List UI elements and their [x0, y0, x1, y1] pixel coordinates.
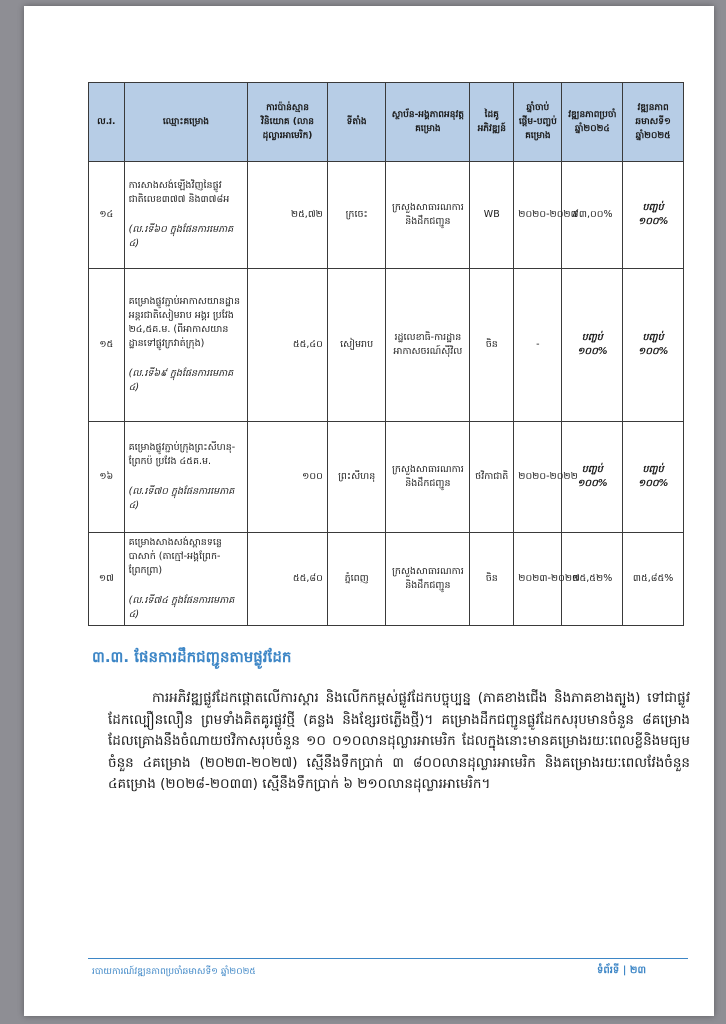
project-period: ២០២០-២០២២: [514, 422, 562, 533]
header-progress-2024: វឌ្ឍនភាពប្រចាំឆ្នាំ២០២៤: [562, 83, 623, 162]
project-name-cell: [124, 533, 248, 626]
implementing-agency: ក្រសួងសាធារណការ និងដឹកជញ្ជូន: [386, 422, 470, 533]
table-row: [89, 162, 684, 269]
project-name-cell: [124, 269, 248, 422]
investment-cost: ១០០: [248, 422, 328, 533]
header-location: ទីតាំង: [327, 83, 386, 162]
header-no: ល.រ.: [89, 83, 125, 162]
project-location: ក្រចេះ: [327, 162, 386, 269]
header-project-name: ឈ្មោះគម្រោង: [124, 83, 248, 162]
project-note: (ល.រទី៦០ ក្នុងផែនការមេភាគ ៤): [128, 224, 234, 249]
footer-divider: [88, 958, 688, 959]
row-number: ១៥: [89, 269, 125, 422]
development-partner: ចិន: [470, 269, 514, 422]
table-row: [89, 269, 684, 422]
section-heading: ៣.៣. ផែនការដឹកជញ្ជូនតាមផ្លូវដែក: [92, 648, 292, 666]
project-note: (ល.រទី៧៤ ក្នុងផែនការមេភាគ ៤): [128, 595, 235, 620]
project-name: ការសាងសង់ឡើងវិញនៃផ្លូវជាតិលេខ៣៧៧ និង៣៧៨អ: [128, 180, 230, 205]
project-period: ២០២០-២០២៧: [514, 162, 562, 269]
table-row: [89, 533, 684, 626]
progress-2025: ៣៥,៨៥%: [623, 533, 684, 626]
project-name: គម្រោងផ្លូវភ្ជាប់អាកាសយានដ្ឋានអន្តរជាតិសៀមរាប អង្គរ ប្រវែង ២៤,៥គ.ម. (ពីអាកាសយានដ្ឋានទៅផ្លូវក្រវាត់ក្រុង): [128, 296, 240, 349]
header-progress-2025: វឌ្ឍនភាពឆមាសទី១ ឆ្នាំ២០២៥: [623, 83, 684, 162]
row-number: ១៧: [89, 533, 125, 626]
project-period: ២០២៣-២០២៧: [514, 533, 562, 626]
progress-2025: បញ្ចប់ ១០០%: [623, 269, 684, 422]
implementing-agency: ក្រសួងសាធារណការ និងដឹកជញ្ជូន: [386, 533, 470, 626]
project-location: ភ្នំពេញ: [327, 533, 386, 626]
header-agency: ស្ថាប័ន-អង្គភាពអនុវត្តគម្រោង: [386, 83, 470, 162]
project-name-cell: [124, 422, 248, 533]
project-name: គម្រោងផ្លូវភ្ជាប់ក្រុងព្រះសីហនុ-ព្រែកប៉ ប្រវែង ៤៥គ.ម.: [128, 442, 236, 467]
project-location: ព្រះសីហនុ: [327, 422, 386, 533]
header-period: ឆ្នាំចាប់ផ្តើម-បញ្ចប់គម្រោង: [514, 83, 562, 162]
table-row: [89, 422, 684, 533]
document-page: [24, 6, 714, 1016]
project-note: (ល.រទី៧០ ក្នុងផែនការមេភាគ ៤): [128, 486, 235, 511]
footer-report-title: របាយការណ៍វឌ្ឍនភាពប្រចាំឆមាសទី១ ឆ្នាំ២០២៥: [92, 967, 256, 977]
project-name-cell: [124, 162, 248, 269]
development-partner: ថវិកាជាតិ: [470, 422, 514, 533]
project-note: (ល.រទី៦៩ ក្នុងផែនការមេភាគ ៤): [128, 368, 234, 393]
progress-2025: បញ្ចប់ ១០០%: [623, 162, 684, 269]
table-header-row: [89, 83, 684, 162]
implementing-agency: ក្រសួងសាធារណការ និងដឹកជញ្ជូន: [386, 162, 470, 269]
row-number: ១៦: [89, 422, 125, 533]
header-partner: ដៃគូអភិវឌ្ឍន៍: [470, 83, 514, 162]
implementing-agency: រដ្ឋលេខាធិ-ការដ្ឋាន អាកាសចរណ៍ស៊ីវិល: [386, 269, 470, 422]
progress-2024: បញ្ចប់ ១០០%: [562, 422, 623, 533]
row-number: ១៤: [89, 162, 125, 269]
header-investment: ការប៉ាន់ស្មានវិនិយោគ (លានដុល្លារអាមេរិក): [248, 83, 328, 162]
investment-cost: ៥៥,៤០: [248, 269, 328, 422]
projects-table: [88, 82, 684, 626]
progress-2024: ១៥,៥២%: [562, 533, 623, 626]
project-name: គម្រោងសាងសង់ស្ពានទន្លេបាសាក់ (តាក្មៅ-អង្គព្រែក-ព្រែកព្រា): [128, 537, 222, 576]
development-partner: WB: [470, 162, 514, 269]
page-number: ទំព័រទី | ២៣: [597, 965, 646, 976]
development-partner: ចិន: [470, 533, 514, 626]
investment-cost: ២៥,៧២: [248, 162, 328, 269]
project-period: -: [514, 269, 562, 422]
progress-2024: បញ្ចប់ ១០០%: [562, 269, 623, 422]
project-location: សៀមរាប: [327, 269, 386, 422]
progress-2024: ៩៣,០០%: [562, 162, 623, 269]
section-paragraph: ការអភិវឌ្ឍផ្លូវដែកផ្តោតលើការស្តារ និងលើកកម្ពស់ផ្លូវដែកបច្ចុប្បន្ន (ភាគខាងជើង និងភាគខាងត្បូង) ទៅជាផ្លូវដែកល្បឿនលឿន ព្រមទាំងគិតគូរផ្លូវថ្មី (គន្លង និងខ្សែរថភ្លើងថ្មី)។ គម្រោងដឹកជញ្ជូនផ្លូវដែកសរុបមានចំនួន ៨គម្រោង ដែលគ្រោងនឹងចំណាយថវិកាសរុបចំនួន ១០ ០១០លានដុល្លារអាមេរិក ដែលក្នុងនោះមានគម្រោងរយៈពេលខ្លីនិងមធ្យមចំនួន ៤គម្រោង (២០២៣-២០២៧) ស្មើនឹងទឹកប្រាក់ ៣ ៨០០លានដុល្លារអាមេរិក និងគម្រោងរយៈពេលវែងចំនួន ៤គម្រោង (២០២៨-២០៣៣) ស្មើនឹងទឹកប្រាក់ ៦ ២១០លានដុល្លារអាមេរិក។: [108, 690, 690, 792]
investment-cost: ៥៥,៨០: [248, 533, 328, 626]
progress-2025: បញ្ចប់ ១០០%: [623, 422, 684, 533]
